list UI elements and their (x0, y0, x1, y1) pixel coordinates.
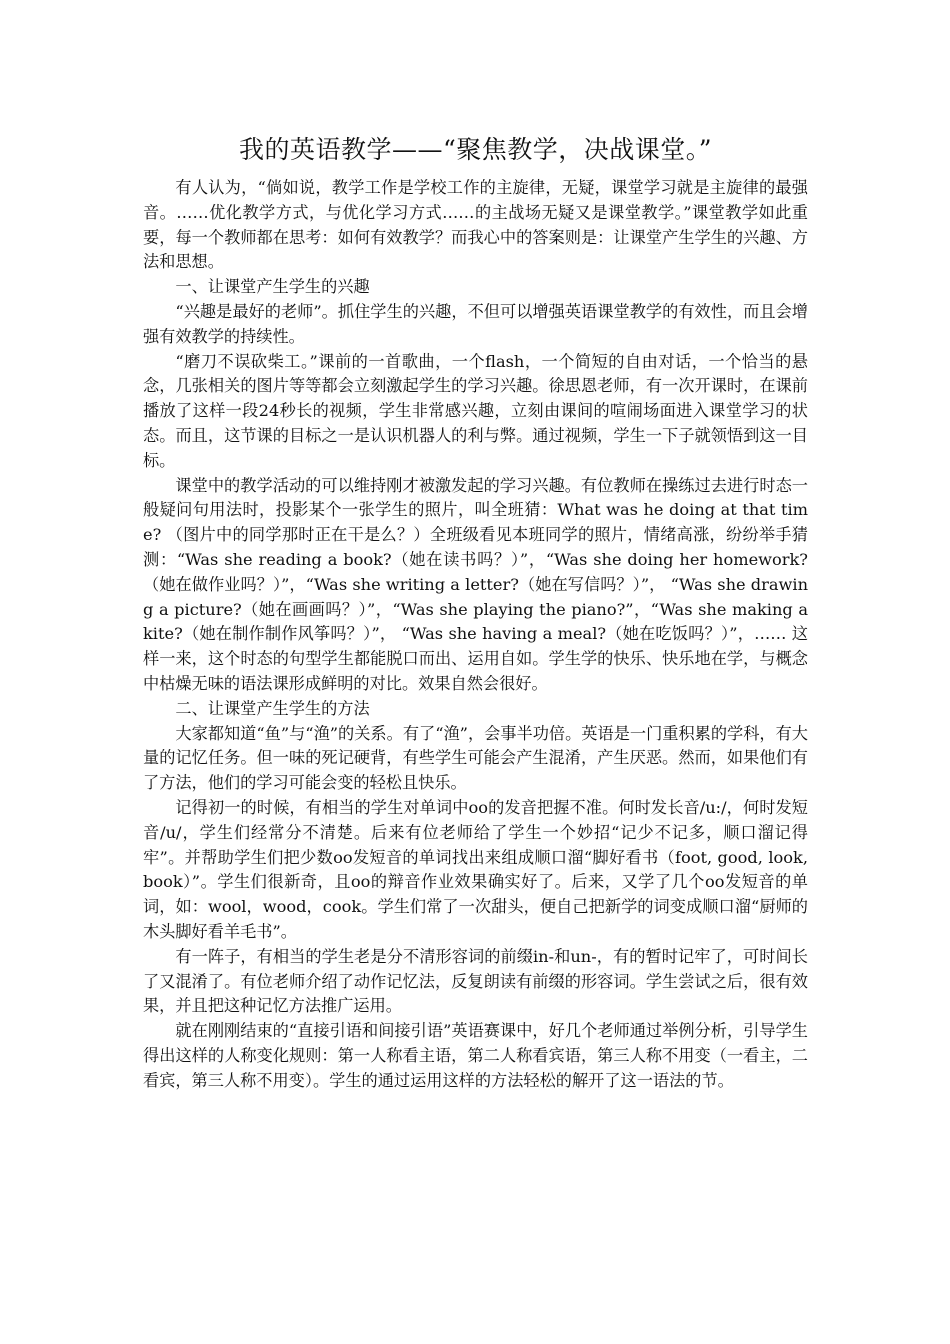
page-title: 我的英语教学——“聚焦教学，决战课堂。” (238, 135, 713, 164)
paragraph-prefix: 有一阵子，有相当的学生老是分不清形容词的前缀in-和un-，有的暂时记牢了，可时间长了又混淆了。有位老师介绍了动作记忆法，反复朗读有前缀的形容词。学生尝试之后，很有效果，并且把这种记忆方法推广运用。 (143, 946, 808, 1016)
section-heading-method: 二、让课堂产生学生的方法 (175, 698, 370, 718)
paragraph-interest-teacher: “兴趣是最好的老师”。抓住学生的兴趣，不但可以增强英语课堂教学的有效性，而且会增强有效教学的持续性。 (143, 301, 808, 346)
paragraph-reported-speech: 就在刚刚结束的“直接引语和间接引语”英语赛课中，好几个老师通过举例分析，引导学生得出这样的人称变化规则：第一人称看主语，第二人称看宾语，第三人称不用变（一看主，二看宾，第三人称不用变）。学生的通过运用这样的方法轻松的解开了这一语法的节。 (143, 1021, 808, 1090)
paragraph-warmup: “磨刀不误砍柴工。”课前的一首歌曲，一个flash，一个简短的自由对话，一个恰当的悬念，几张相关的图片等等都会立刻激起学生的学习兴趣。徐思恩老师，有一次开课时，在课前播放了这样一段24秒长的视频，学生非常感兴趣，立刻由课间的喧闹场面进入课堂学习的状态。而且，这节课的目标之一是认识机器人的利与弊。通过视频，学生一下子就领悟到这一目标。 (143, 351, 808, 470)
paragraph-classroom-activity: 课堂中的教学活动的可以维持刚才被激发起的学习兴趣。有位教师在操练过去进行时态一般疑问句用法时，投影某个一张学生的照片，叫全班猜：What was he doing at that time? （图片中的同学那时正在干是么？）全班级看见本班同学的照片，情绪高涨，纷纷举手猜测：“Was she reading a book?（她在读书吗？）”，“Was she doing her homework?（她在做作业吗？）”，“Was she writing a letter?（她在写信吗？）”， “Was she drawing a picture?（她在画画吗？）”，“Was she playing the piano?”，“Was she making a kite?（她在制作制作风筝吗？）”， “Was she having a meal?（她在吃饭吗？）”，…… 这样一来，这个时态的句型学生都能脱口而出、运用自如。学生学的快乐、快乐地在学，与概念中枯燥无味的语法课形成鲜明的对比。效果自然会很好。 (143, 475, 808, 693)
intro-paragraph: 有人认为，“倘如说，教学工作是学校工作的主旋律，无疑，课堂学习就是主旋律的最强音。……优化教学方式，与优化学习方式……的主战场无疑又是课堂教学。”课堂教学如此重要，每一个教师都在思考：如何有效教学？而我心中的答案则是：让课堂产生学生的兴趣、方法和思想。 (143, 178, 808, 272)
paragraph-oo-pronunciation: 记得初一的时候，有相当的学生对单词中oo的发音把握不准。何时发长音/u:/，何时发短音/u/，学生们经常分不清楚。后来有位老师给了学生一个妙招“记少不记多，顺口溜记得牢”。并帮助学生们把少数oo发短音的单词找出来组成顺口溜“脚好看书（foot, good, look, book）”。学生们很新奇，且oo的辩音作业效果确实好了。后来，又学了几个oo发短音的单词，如：wool，wood，cook。学生们常了一次甜头，便自己把新学的词变成顺口溜“厨师的木头脚好看羊毛书”。 (143, 797, 808, 941)
paragraph-fish-method: 大家都知道“鱼”与“渔”的关系。有了“渔”，会事半功倍。英语是一门重积累的学科，有大量的记忆任务。但一味的死记硬背，有些学生可能会产生混淆，产生厌恶。然而，如果他们有了方法，他们的学习可能会变的轻松且快乐。 (143, 723, 808, 793)
section-heading-interest: 一、让课堂产生学生的兴趣 (175, 277, 370, 297)
document-page (143, 132, 808, 1093)
